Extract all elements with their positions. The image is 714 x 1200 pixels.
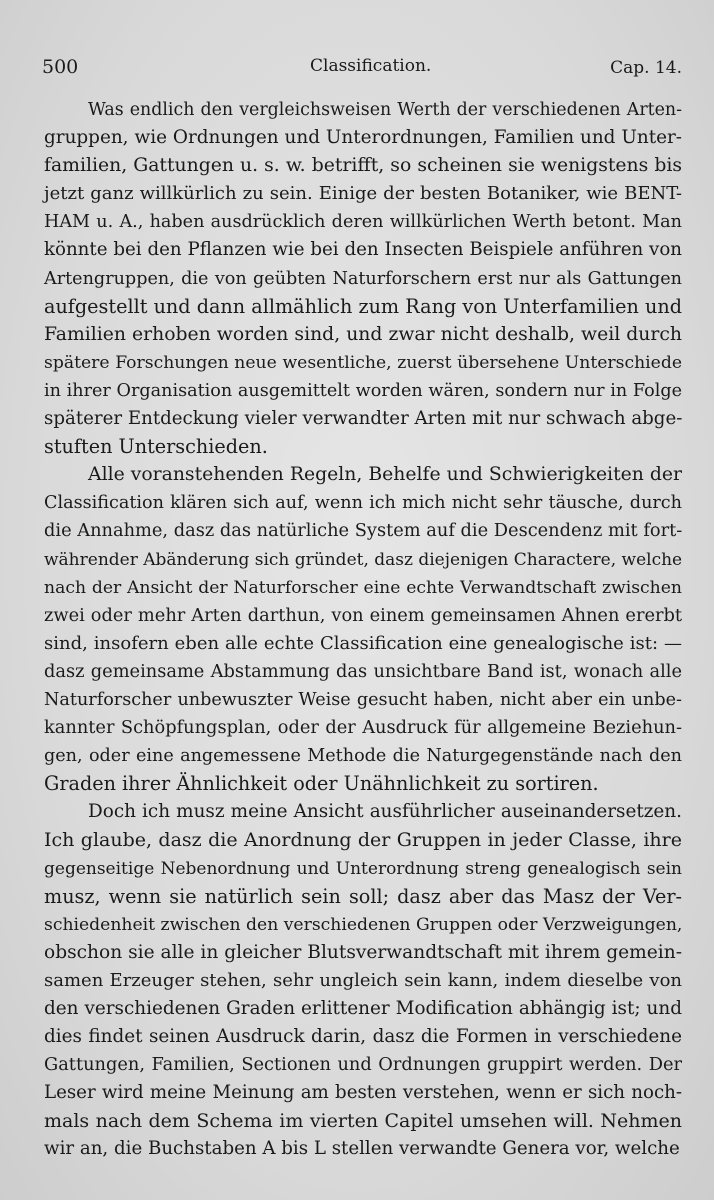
text-line: in ihrer Organisation ausgemittelt worden wären, sondern nur in Folge	[44, 380, 682, 401]
text-line: die Annahme, dasz das natürliche System auf die Descendenz mit fort-	[44, 520, 683, 542]
text-line: dies findet seinen Ausdruck darin, dasz die Formen in verschiedene	[44, 1026, 682, 1048]
text-line: samen Erzeuger stehen, sehr ungleich sein kann, indem dieselbe von	[44, 969, 682, 991]
chapter-label: Cap. 14.	[610, 58, 682, 78]
text-line: gegenseitige Nebenordnung und Unterordnung streng genealogisch sein	[44, 858, 682, 879]
text-line: späterer Entdeckung vieler verwandter Arten mit nur schwach abge-	[44, 408, 683, 430]
paragraph	[44, 798, 682, 1163]
text-line: nach der Ansicht der Naturforscher eine echte Verwandtschaft zwischen	[44, 577, 682, 598]
text-line: stuften Unterschieden.	[44, 435, 268, 459]
text-line: Familien erhoben worden sind, und zwar nicht deshalb, weil durch	[44, 323, 682, 345]
text-line: Artengruppen, die von geübten Naturforschern erst nur als Gattungen	[44, 268, 682, 289]
text-line: aufgestellt und dann allmählich zum Rang von Unterfamilien und	[44, 294, 682, 318]
text-line: familien, Gattungen u. s. w. betrifft, so scheinen sie wenigstens bis	[44, 155, 682, 177]
text-line: könnte bei den Pflanzen wie bei den Insecten Beispiele anführen von	[44, 239, 682, 261]
text-line: Was endlich den vergleichsweisen Werth der verschiedenen Arten-	[88, 100, 682, 120]
text-line: Classification klären sich auf, wenn ich mich nicht sehr täusche, durch	[44, 493, 682, 514]
text-line: Doch ich musz meine Ansicht ausführlicher auseinandersetzen.	[88, 801, 682, 823]
text-line: kannter Schöpfungsplan, oder der Ausdruck für allgemeine Beziehun-	[44, 717, 682, 739]
page-header	[42, 56, 682, 80]
text-line: wir an, die Buchstaben A bis L stellen verwandte Genera vor, welche	[44, 1138, 680, 1160]
text-line: den verschiedenen Graden erlittener Modification abhängig ist; und	[44, 998, 682, 1019]
text-line: Alle voranstehenden Regeln, Behelfe und Schwierigkeiten der	[88, 464, 682, 486]
body-text	[44, 96, 682, 1164]
text-line: Naturforscher unbewuszter Weise gesucht haben, nicht aber ein unbe-	[44, 689, 682, 710]
text-line: gen, oder eine angemessene Methode die Naturgegenstände nach den	[44, 746, 682, 767]
page-number: 500	[42, 56, 79, 78]
text-line: HAM u. A., haben ausdrücklich deren willkürlichen Werth betont. Man	[44, 212, 682, 233]
text-line: musz, wenn sie natürlich sein soll; dasz aber das Masz der Ver-	[44, 884, 682, 908]
text-line: zwei oder mehr Arten darthun, von einem gemeinsamen Ahnen ererbt	[44, 604, 682, 626]
text-line: mals nach dem Schema im vierten Capitel umsehen will. Nehmen	[44, 1110, 682, 1133]
text-line: währender Abänderung sich gründet, dasz diejenigen Charactere, welche	[44, 549, 683, 570]
paragraph	[44, 96, 682, 461]
paragraph	[44, 461, 682, 798]
running-title: Classification.	[310, 56, 432, 76]
text-line: gruppen, wie Ordnungen und Unterordnungen, Familien und Unter-	[44, 127, 682, 149]
text-line: jetzt ganz willkürlich zu sein. Einige der besten Botaniker, wie BENT-	[44, 183, 682, 205]
text-line: Gattungen, Familien, Sectionen und Ordnungen gruppirt werden. Der	[44, 1054, 682, 1076]
text-line: schiedenheit zwischen den verschiedenen Gruppen oder Verzweigungen,	[44, 914, 683, 935]
text-line: obschon sie alle in gleicher Blutsverwandtschaft mit ihrem gemein-	[44, 941, 682, 963]
text-line: dasz gemeinsame Abstammung das unsichtbare Band ist, wonach alle	[44, 660, 682, 682]
text-line: Ich glaube, dasz die Anordnung der Gruppen in jeder Classe, ihre	[44, 829, 682, 852]
text-line: spätere Forschungen neue wesentliche, zuerst übersehene Unterschiede	[44, 352, 682, 373]
text-line: Graden ihrer Ähnlichkeit oder Unähnlichkeit zu sortiren.	[44, 772, 599, 796]
text-line: Leser wird meine Meinung am besten verstehen, wenn er sich noch-	[44, 1082, 682, 1104]
text-line: sind, insofern eben alle echte Classification eine genealogische ist: —	[44, 632, 682, 654]
